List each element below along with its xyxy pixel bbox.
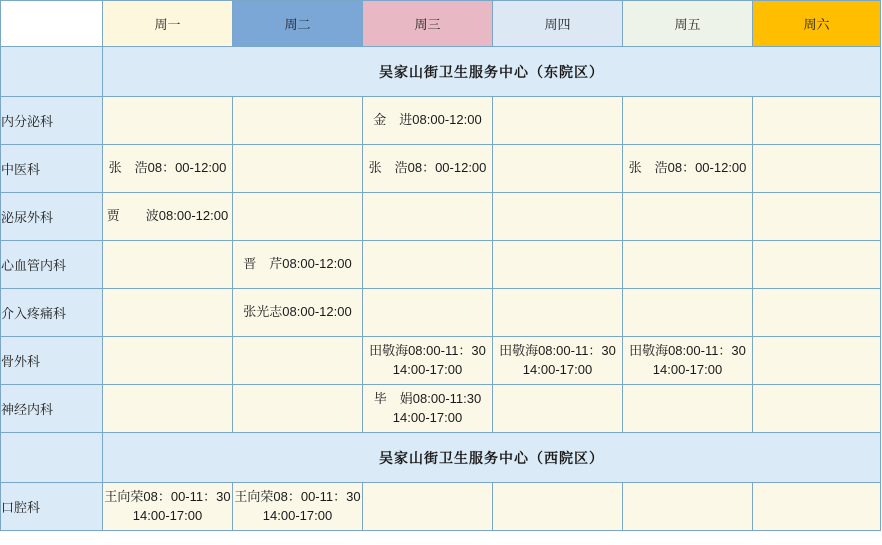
schedule-cell-wednesday[interactable] bbox=[363, 241, 493, 289]
schedule-cell-tuesday[interactable] bbox=[233, 483, 363, 531]
schedule-cell-friday[interactable] bbox=[623, 483, 753, 531]
schedule-entry-line: 14:00-17:00 bbox=[392, 361, 463, 377]
schedule-cell-wednesday[interactable] bbox=[363, 337, 493, 385]
schedule-cell-monday[interactable] bbox=[103, 193, 233, 241]
schedule-entry-line: 张 浩08：00-12:00 bbox=[368, 160, 487, 176]
schedule-cell-wednesday[interactable] bbox=[363, 97, 493, 145]
section-title: 吴家山街卫生服务中心（西院区） bbox=[103, 433, 881, 483]
schedule-cell-friday[interactable] bbox=[623, 337, 753, 385]
schedule-cell-tuesday[interactable] bbox=[233, 385, 363, 433]
table-row bbox=[1, 145, 881, 193]
table-row bbox=[1, 241, 881, 289]
schedule-cell-monday[interactable] bbox=[103, 337, 233, 385]
schedule-cell-friday[interactable] bbox=[623, 193, 753, 241]
schedule-entry-line: 毕 娟08:00-11:30 bbox=[373, 390, 482, 406]
schedule-cell-monday[interactable] bbox=[103, 97, 233, 145]
schedule-cell-monday[interactable] bbox=[103, 241, 233, 289]
section-title: 吴家山街卫生服务中心（东院区） bbox=[103, 47, 881, 97]
schedule-cell-thursday[interactable] bbox=[493, 193, 623, 241]
schedule-entry-line: 14:00-17:00 bbox=[392, 409, 463, 425]
department-name: 介入疼痛科 bbox=[1, 289, 103, 337]
schedule-cell-wednesday[interactable] bbox=[363, 193, 493, 241]
schedule-entry-line: 金 进08:00-12:00 bbox=[373, 112, 482, 128]
schedule-cell-tuesday[interactable] bbox=[233, 289, 363, 337]
schedule-entry-line: 王向荣08：00-11：30 bbox=[234, 488, 361, 504]
schedule-cell-friday[interactable] bbox=[623, 385, 753, 433]
section-title-row bbox=[1, 47, 881, 97]
schedule-cell-monday[interactable] bbox=[103, 145, 233, 193]
department-name: 骨外科 bbox=[1, 337, 103, 385]
schedule-cell-tuesday[interactable] bbox=[233, 97, 363, 145]
header-day-wednesday: 周三 bbox=[363, 1, 493, 47]
table-row bbox=[1, 483, 881, 531]
schedule-cell-saturday[interactable] bbox=[753, 97, 881, 145]
schedule-cell-thursday[interactable] bbox=[493, 337, 623, 385]
schedule-cell-friday[interactable] bbox=[623, 145, 753, 193]
header-day-saturday: 周六 bbox=[753, 1, 881, 47]
schedule-cell-saturday[interactable] bbox=[753, 337, 881, 385]
schedule-entry-line: 张 浩08：00-12:00 bbox=[628, 160, 747, 176]
header-day-tuesday: 周二 bbox=[233, 1, 363, 47]
schedule-cell-friday[interactable] bbox=[623, 241, 753, 289]
table-row bbox=[1, 97, 881, 145]
schedule-cell-thursday[interactable] bbox=[493, 97, 623, 145]
table-row bbox=[1, 193, 881, 241]
schedule-cell-wednesday[interactable] bbox=[363, 289, 493, 337]
header-day-monday: 周一 bbox=[103, 1, 233, 47]
schedule-cell-wednesday[interactable] bbox=[363, 385, 493, 433]
table-header-row bbox=[1, 1, 881, 47]
schedule-entry-line: 14:00-17:00 bbox=[522, 361, 593, 377]
schedule-cell-tuesday[interactable] bbox=[233, 145, 363, 193]
section-row-spacer bbox=[1, 433, 103, 483]
schedule-entry-line: 14:00-17:00 bbox=[132, 507, 203, 523]
table-row bbox=[1, 337, 881, 385]
department-name: 心血管内科 bbox=[1, 241, 103, 289]
department-name: 口腔科 bbox=[1, 483, 103, 531]
schedule-entry-line: 田敬海08:00-11：30 bbox=[369, 342, 486, 358]
schedule-entry-line: 张光志08:00-12:00 bbox=[243, 304, 352, 320]
schedule-cell-tuesday[interactable] bbox=[233, 241, 363, 289]
schedule-entry-line: 14:00-17:00 bbox=[262, 507, 333, 523]
department-name: 内分泌科 bbox=[1, 97, 103, 145]
schedule-entry-line: 王向荣08：00-11：30 bbox=[104, 488, 231, 504]
section-row-spacer bbox=[1, 47, 103, 97]
table-row bbox=[1, 385, 881, 433]
schedule-cell-thursday[interactable] bbox=[493, 241, 623, 289]
schedule-cell-thursday[interactable] bbox=[493, 289, 623, 337]
schedule-cell-thursday[interactable] bbox=[493, 385, 623, 433]
schedule-cell-monday[interactable] bbox=[103, 483, 233, 531]
schedule-cell-saturday[interactable] bbox=[753, 193, 881, 241]
schedule-cell-monday[interactable] bbox=[103, 385, 233, 433]
schedule-cell-saturday[interactable] bbox=[753, 241, 881, 289]
department-name: 神经内科 bbox=[1, 385, 103, 433]
schedule-entry-line: 晋 芹08:00-12:00 bbox=[243, 256, 352, 272]
schedule-cell-saturday[interactable] bbox=[753, 289, 881, 337]
schedule-cell-saturday[interactable] bbox=[753, 483, 881, 531]
schedule-cell-friday[interactable] bbox=[623, 97, 753, 145]
department-name: 中医科 bbox=[1, 145, 103, 193]
header-day-thursday: 周四 bbox=[493, 1, 623, 47]
schedule-cell-wednesday[interactable] bbox=[363, 483, 493, 531]
department-name: 泌尿外科 bbox=[1, 193, 103, 241]
schedule-cell-saturday[interactable] bbox=[753, 145, 881, 193]
schedule-cell-wednesday[interactable] bbox=[363, 145, 493, 193]
schedule-cell-monday[interactable] bbox=[103, 289, 233, 337]
schedule-cell-thursday[interactable] bbox=[493, 145, 623, 193]
schedule-entry-line: 张 浩08：00-12:00 bbox=[108, 160, 227, 176]
schedule-cell-friday[interactable] bbox=[623, 289, 753, 337]
schedule-cell-tuesday[interactable] bbox=[233, 337, 363, 385]
schedule-cell-thursday[interactable] bbox=[493, 483, 623, 531]
schedule-entry-line: 贾 波08:00-12:00 bbox=[106, 208, 229, 224]
section-title-row bbox=[1, 433, 881, 483]
schedule-entry-line: 14:00-17:00 bbox=[652, 361, 723, 377]
header-day-friday: 周五 bbox=[623, 1, 753, 47]
schedule-cell-saturday[interactable] bbox=[753, 385, 881, 433]
schedule-entry-line: 田敬海08:00-11：30 bbox=[499, 342, 616, 358]
schedule-entry-line: 田敬海08:00-11：30 bbox=[629, 342, 746, 358]
header-corner-cell bbox=[1, 1, 103, 47]
schedule-cell-tuesday[interactable] bbox=[233, 193, 363, 241]
table-row bbox=[1, 289, 881, 337]
